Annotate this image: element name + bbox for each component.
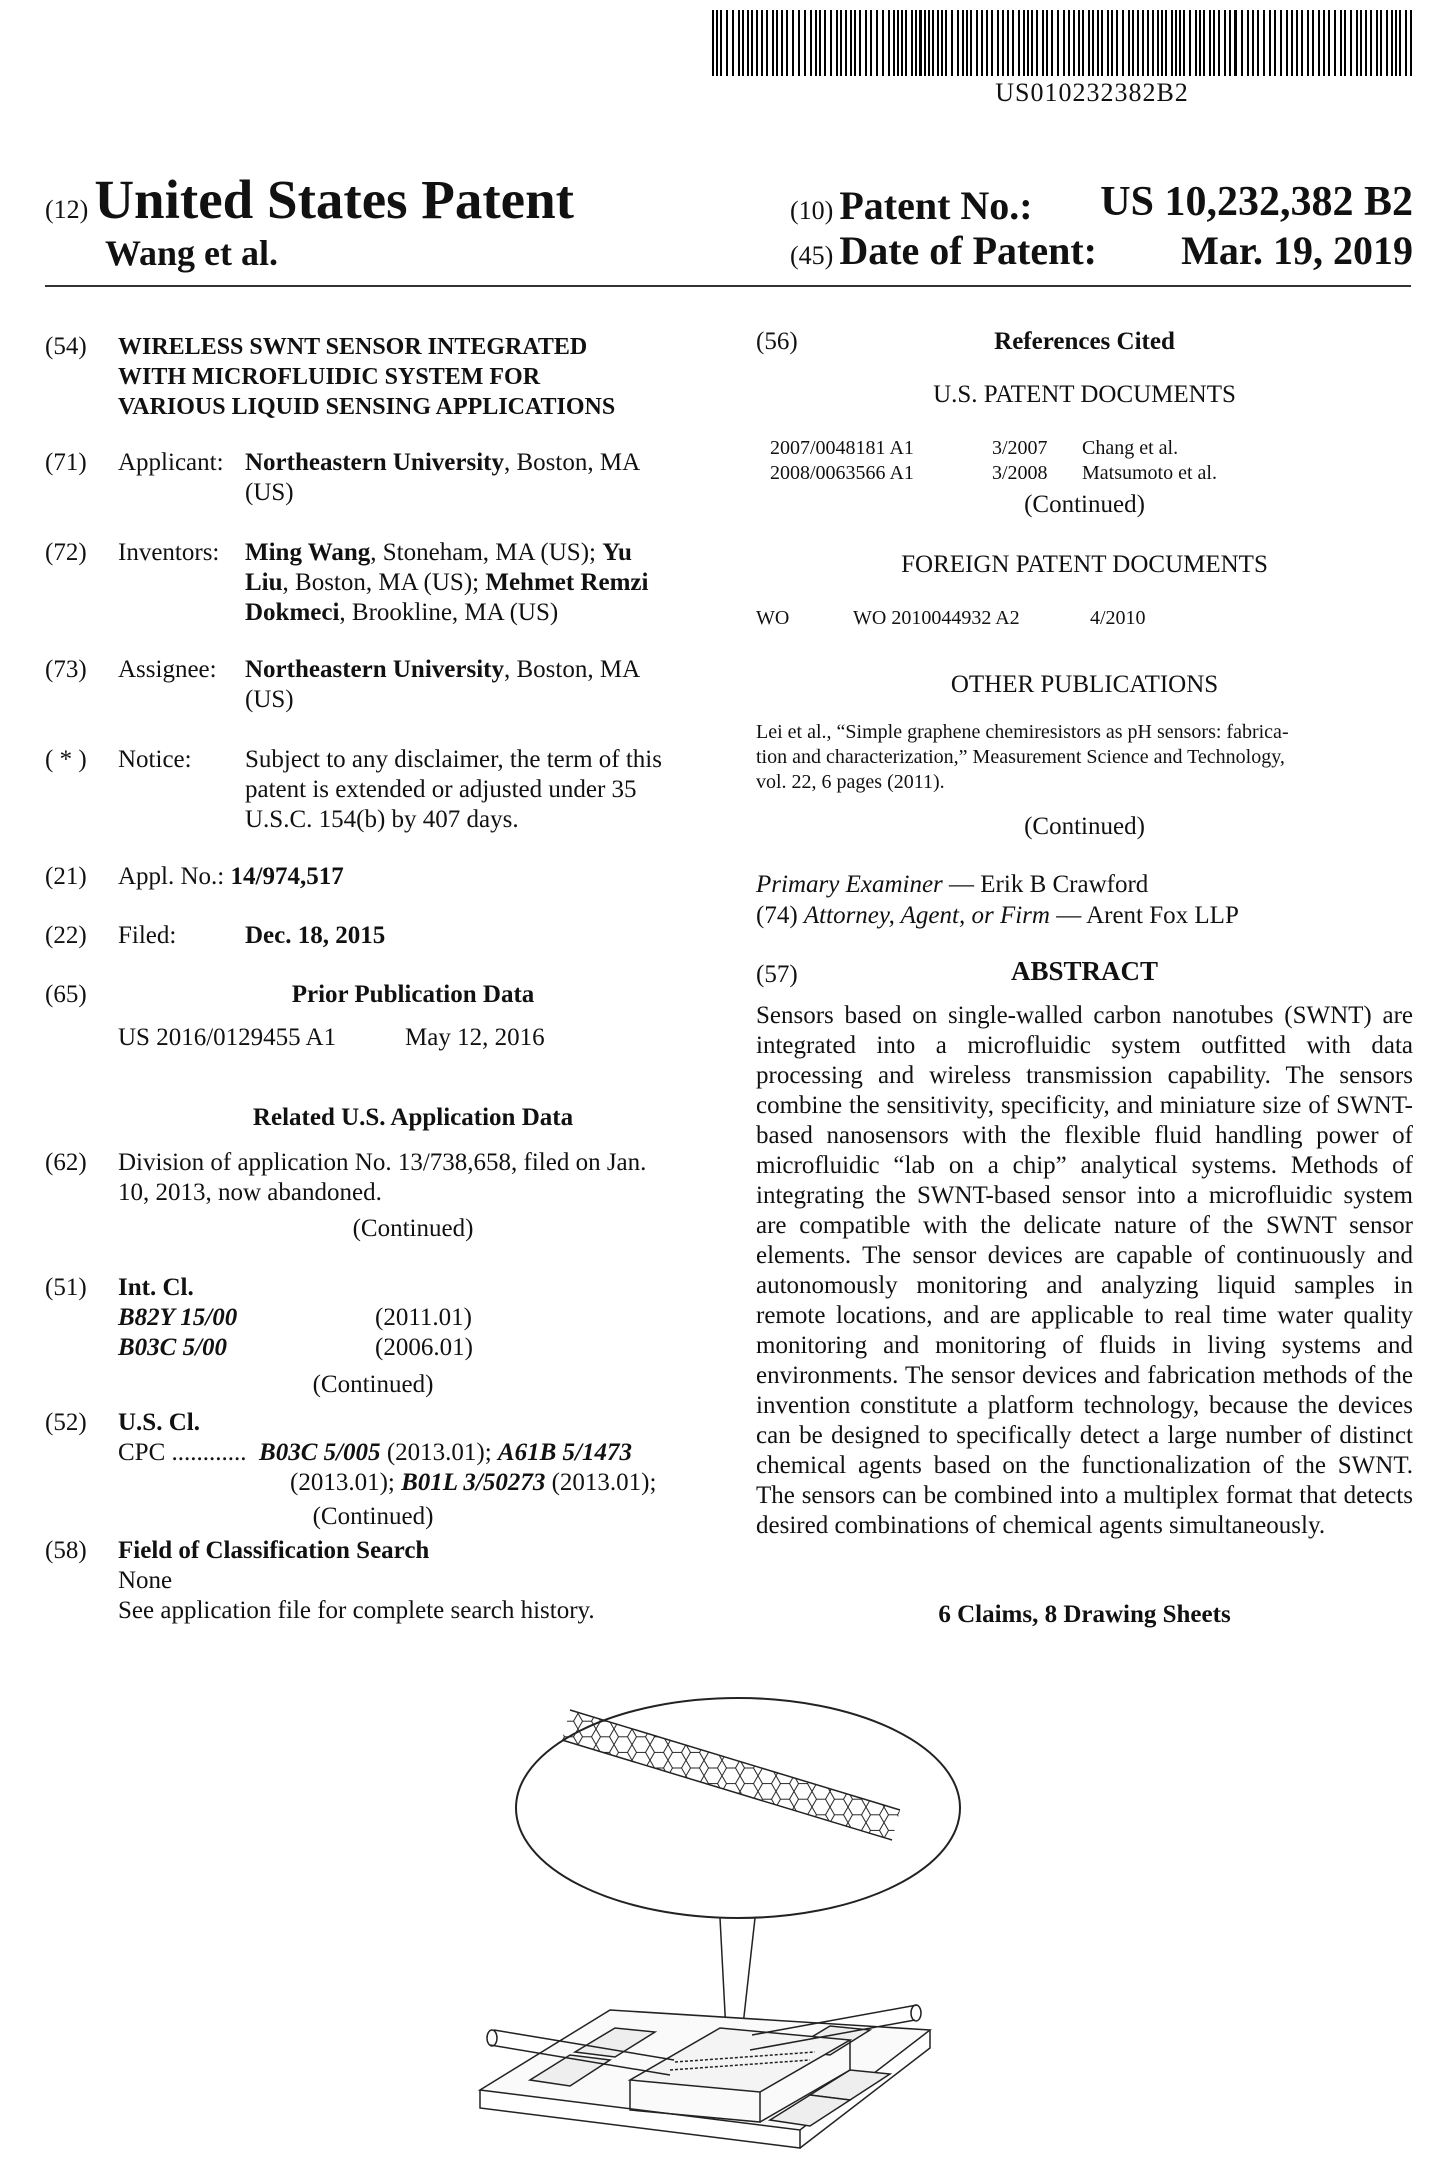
barcode-bar — [1116, 10, 1118, 76]
barcode-bar — [1263, 10, 1265, 76]
barcode-bar — [1312, 10, 1314, 76]
barcode-bar — [888, 10, 890, 76]
barcode-bar — [1063, 10, 1065, 76]
barcode-bar — [924, 10, 926, 76]
barcode-bar — [1073, 10, 1075, 76]
foreign-doc-date: 4/2010 — [1090, 607, 1146, 629]
barcode-bar — [716, 10, 718, 76]
barcode-bar — [1203, 10, 1205, 76]
inventor-name: Liu — [245, 569, 283, 596]
cpc-version: (2013.01); — [551, 1469, 657, 1496]
barcode-bar — [720, 10, 722, 76]
us-documents-table — [770, 436, 1217, 486]
barcode-bar — [1229, 10, 1231, 76]
barcode-bar — [1051, 10, 1053, 76]
foreign-doc-number: WO 2010044932 A2 — [853, 607, 1020, 629]
barcode-bar — [1027, 10, 1029, 76]
other-publications-heading: OTHER PUBLICATIONS — [950, 671, 1219, 698]
inid-code-57: (57) — [756, 961, 798, 988]
barcode-bar — [970, 10, 972, 76]
inid-code-45: (45) — [790, 241, 834, 270]
barcode-bar — [1386, 10, 1388, 76]
date-of-patent: Mar. 19, 2019 — [1181, 228, 1413, 273]
references-heading: References Cited — [994, 328, 1175, 355]
barcode-bar — [798, 10, 800, 76]
doc-number: 2007/0048181 A1 — [770, 437, 914, 459]
field-search-label: Field of Classification Search — [118, 1537, 430, 1564]
barcode-bar — [1252, 10, 1254, 76]
barcode-bar — [1257, 10, 1259, 76]
barcode-bar — [738, 10, 740, 76]
barcode-bar — [1002, 10, 1004, 76]
attorney — [756, 901, 1239, 931]
inid-code-72: (72) — [45, 539, 87, 566]
representative-drawing — [470, 1690, 970, 2160]
cpc-class: B03C 5/005 — [259, 1439, 381, 1466]
cpc-class: B01L 3/50273 — [401, 1469, 546, 1496]
barcode-bar — [1018, 10, 1020, 76]
barcode-bar — [761, 10, 763, 76]
table-row — [770, 461, 1217, 486]
barcode-bar — [712, 10, 714, 76]
barcode-bar — [941, 10, 943, 76]
inventors-short: Wang et al. — [105, 233, 279, 273]
field-search-note: See application file for complete search history. — [118, 1597, 595, 1624]
barcode-bar — [1046, 10, 1048, 76]
date-label-row — [790, 227, 1097, 274]
barcode-bar — [981, 10, 983, 76]
barcode-bar — [1356, 10, 1358, 76]
barcode-bar — [772, 10, 774, 76]
barcode-bar — [1269, 10, 1271, 76]
date-of-patent-label: Date of Patent: — [839, 228, 1098, 273]
related-data-heading: Related U.S. Application Data — [252, 1104, 574, 1131]
barcode-bar — [1399, 10, 1401, 76]
us-cl-continued: (Continued) — [312, 1503, 434, 1530]
barcode-bar — [966, 10, 968, 76]
barcode-bar — [1274, 10, 1276, 76]
barcode-bar — [1195, 10, 1197, 76]
barcode-bar — [1171, 10, 1173, 76]
barcode-bar — [1247, 10, 1249, 76]
barcode-bar — [786, 10, 788, 76]
us-documents-continued: (Continued) — [1024, 491, 1145, 518]
prior-publication-heading: Prior Publication Data — [291, 981, 535, 1008]
barcode-bar — [751, 10, 753, 76]
barcode-bar — [1280, 10, 1282, 76]
int-cl-class: B03C 5/00 — [118, 1334, 228, 1361]
barcode-bar — [1128, 10, 1130, 76]
claims-summary: 6 Claims, 8 Drawing Sheets — [938, 1601, 1231, 1628]
barcode-bar — [1132, 10, 1134, 76]
barcode-bar — [1291, 10, 1293, 76]
barcode-bar — [1057, 10, 1059, 76]
barcode-bar — [1157, 10, 1159, 76]
inid-code-65: (65) — [45, 981, 87, 1008]
foreign-country: WO — [756, 607, 790, 629]
barcode-bar — [1122, 10, 1124, 76]
barcode-bar — [1318, 10, 1320, 76]
barcode-bar — [1082, 10, 1084, 76]
barcode-bar — [1078, 10, 1080, 76]
barcode-bar — [1092, 10, 1094, 76]
barcode-bar — [1137, 10, 1139, 76]
inventor-name: Yu — [602, 539, 632, 566]
barcode-bar — [1088, 10, 1090, 76]
barcode-bar — [1395, 10, 1397, 76]
related-continued: (Continued) — [352, 1215, 474, 1242]
applicant-name: Northeastern University — [245, 449, 504, 476]
filed-label: Filed: — [118, 922, 177, 949]
barcode-bar — [1165, 10, 1167, 76]
barcode-bar — [766, 10, 768, 76]
abstract-text: Sensors based on single-walled carbon nanotubes (SWNT) are integrated into a microfluidic system outfitted with data processing and wireless transmission capability. The sensors combine the sensitivity, specificity, and miniature size of SWNT-based nanosensors with the flexible fluid handling power of microfluidic “lab on a chip” analytical systems. Methods of integrating the SWNT-based sensor into a microfluidic system are compatible with the delicate nature of the SWNT sensor elements. The sensor devices are capable of continuously and autonomously monitoring and analyzing liquid samples in remote locations, and are applicable to real time water quality monitoring and monitoring of fluids in living systems and environments. The sensor devices and fabrication methods of the invention constitute a platform technology, because the devices can be designed to specifically detect a large number of distinct chemical agents based on the functionalization of the SWNT. The sensors can be combined into a multiplex format that detects desired combinations of chemical agents simultaneously. — [756, 1002, 1413, 1539]
inventor-name: Ming Wang — [245, 539, 371, 566]
barcode-bar — [781, 10, 783, 76]
applicant — [245, 448, 705, 508]
patent-number-label-row — [790, 182, 1033, 229]
cpc-dots: ............ — [171, 1439, 247, 1466]
device-chip — [480, 2005, 930, 2148]
barcode-bar — [840, 10, 842, 76]
int-cl-version: (2006.01) — [375, 1334, 473, 1361]
barcode-bar — [897, 10, 899, 76]
inid-code-52: (52) — [45, 1409, 87, 1436]
prior-publication-date: May 12, 2016 — [405, 1024, 545, 1051]
barcode-bar — [957, 10, 959, 76]
applicant-country: (US) — [245, 479, 294, 506]
patent-title — [118, 332, 615, 422]
barcode-bar — [1031, 10, 1033, 76]
publication-line: vol. 22, 6 pages (2011). — [756, 771, 945, 793]
notice-text — [245, 745, 705, 835]
notice-line: patent is extended or adjusted under 35 — [245, 776, 637, 803]
barcode-bar — [819, 10, 821, 76]
barcode — [712, 10, 1414, 76]
barcode-bar — [1360, 10, 1362, 76]
barcode-bar — [1234, 10, 1237, 76]
applicant-location: , Boston, MA — [503, 449, 641, 476]
barcode-bar — [1218, 10, 1220, 76]
barcode-bar — [1175, 10, 1177, 76]
inid-code-10: (10) — [790, 196, 834, 225]
barcode-bar — [776, 10, 778, 76]
inventor-location: , Brookline, MA (US) — [339, 599, 559, 626]
barcode-bar — [976, 10, 978, 76]
barcode-bar — [951, 10, 953, 76]
inid-code-51: (51) — [45, 1274, 87, 1301]
inid-code-22: (22) — [45, 922, 87, 949]
title-line: VARIOUS LIQUID SENSING APPLICATIONS — [118, 394, 616, 420]
abstract-heading: ABSTRACT — [1010, 956, 1159, 986]
barcode-bar — [870, 10, 872, 76]
inid-code-71: (71) — [45, 449, 87, 476]
inid-code-56: (56) — [756, 328, 798, 355]
barcode-bar — [1068, 10, 1070, 76]
application-number-row — [118, 862, 344, 892]
barcode-bar — [1323, 10, 1325, 76]
cpc-version: (2013.01); — [290, 1469, 395, 1496]
barcode-bar — [865, 10, 867, 76]
barcode-bar — [1365, 10, 1367, 76]
barcode-bar — [905, 10, 907, 76]
related-line: 10, 2013, now abandoned. — [118, 1179, 382, 1206]
int-cl-continued: (Continued) — [312, 1371, 434, 1398]
barcode-bar — [836, 10, 838, 76]
inid-code-12: (12) — [45, 195, 89, 224]
patent-number-label: Patent No.: — [839, 183, 1033, 228]
barcode-bar — [1224, 10, 1226, 76]
barcode-bar — [1179, 10, 1181, 76]
inventors — [245, 538, 705, 628]
barcode-bar — [1107, 10, 1109, 76]
notice-code: ( * ) — [45, 746, 87, 773]
barcode-bar — [1042, 10, 1044, 76]
barcode-bar — [1142, 10, 1144, 76]
int-cl-label: Int. Cl. — [118, 1274, 194, 1301]
barcode-bar — [824, 10, 826, 76]
us-patent-documents-heading: U.S. PATENT DOCUMENTS — [933, 381, 1236, 408]
barcode-bar — [1301, 10, 1303, 76]
barcode-bar — [1307, 10, 1309, 76]
barcode-bar — [991, 10, 993, 76]
barcode-bar — [1147, 10, 1149, 76]
barcode-bar — [1241, 10, 1243, 76]
barcode-bar — [1183, 10, 1185, 76]
barcode-bar — [1334, 10, 1336, 76]
us-cl-label: U.S. Cl. — [118, 1409, 200, 1436]
assignee-label: Assignee: — [118, 656, 217, 683]
barcode-bar — [1380, 10, 1382, 76]
assignee-location: , Boston, MA — [503, 656, 641, 683]
barcode-bar — [1296, 10, 1298, 76]
related-line: Division of application No. 13/738,658, filed on Jan. — [118, 1149, 647, 1176]
barcode-bar — [1199, 10, 1201, 76]
assignee — [245, 655, 705, 715]
barcode-bar — [1286, 10, 1288, 76]
inid-code-58: (58) — [45, 1537, 87, 1564]
doc-date: 3/2007 — [992, 437, 1048, 459]
barcode-bar — [854, 10, 856, 76]
barcode-bar — [747, 10, 749, 76]
barcode-bar — [1344, 10, 1346, 76]
barcode-bar — [1161, 10, 1163, 76]
cpc-label: CPC — [118, 1439, 166, 1466]
barcode-bar — [1111, 10, 1113, 76]
document-type: United States Patent — [94, 169, 574, 230]
barcode-bar — [726, 10, 728, 76]
barcode-bar — [932, 10, 934, 76]
barcode-bar — [732, 10, 734, 76]
header-divider — [45, 285, 1411, 287]
inventors-label: Inventors: — [118, 539, 220, 566]
barcode-bar — [1012, 10, 1014, 76]
barcode-bar — [1189, 10, 1191, 76]
primary-examiner-name: — Erik B Crawford — [942, 871, 1149, 898]
inid-code-54: (54) — [45, 333, 87, 360]
barcode-bar — [1391, 10, 1393, 76]
barcode-bar — [1350, 10, 1352, 76]
barcode-bar — [742, 10, 744, 76]
doc-name: Matsumoto et al. — [1082, 462, 1217, 484]
title-line: WIRELESS SWNT SENSOR INTEGRATED — [118, 334, 588, 360]
publication-line: Lei et al., “Simple graphene chemiresistors as pH sensors: fabrica- — [756, 721, 1289, 743]
int-cl-class: B82Y 15/00 — [118, 1304, 238, 1331]
cpc-class: A61B 5/1473 — [497, 1439, 632, 1466]
barcode-bar — [915, 10, 917, 76]
notice-line: U.S.C. 154(b) by 407 days. — [245, 806, 519, 833]
filing-date: Dec. 18, 2015 — [245, 922, 386, 949]
doc-date: 3/2008 — [992, 462, 1048, 484]
barcode-bar — [850, 10, 852, 76]
barcode-bar — [1209, 10, 1211, 76]
nanotube-lattice — [530, 1690, 950, 1890]
barcode-bar — [804, 10, 806, 76]
inid-code-73: (73) — [45, 656, 87, 683]
application-number: 14/974,517 — [230, 863, 344, 890]
barcode-bar — [919, 10, 922, 76]
inventor-name: Mehmet Remzi — [485, 569, 649, 596]
barcode-number: US010232382B2 — [995, 78, 1189, 107]
field-search-none: None — [118, 1567, 173, 1594]
inventor-location: , Stoneham, MA (US); — [370, 539, 596, 566]
barcode-bar — [928, 10, 930, 76]
barcode-bar — [1007, 10, 1009, 76]
barcode-bar — [1340, 10, 1342, 76]
primary-examiner-label: Primary Examiner — [756, 871, 943, 898]
barcode-bar — [1097, 10, 1099, 76]
patent-number: US 10,232,382 B2 — [1100, 179, 1413, 225]
cpc-row — [118, 1438, 632, 1468]
barcode-bar — [893, 10, 895, 76]
title-line: WITH MICROFLUIDIC SYSTEM FOR — [118, 364, 541, 390]
barcode-bar — [845, 10, 847, 76]
other-publications-continued: (Continued) — [1024, 813, 1145, 840]
inventor-location: , Boston, MA (US); — [282, 569, 480, 596]
barcode-bar — [792, 10, 794, 76]
doc-number: 2008/0063566 A1 — [770, 462, 914, 484]
barcode-bar — [901, 10, 903, 76]
barcode-bar — [945, 10, 947, 76]
barcode-bar — [1405, 10, 1407, 76]
related-application — [118, 1148, 713, 1208]
barcode-bar — [859, 10, 861, 76]
barcode-bar — [882, 10, 884, 76]
notice-label: Notice: — [118, 746, 192, 773]
inid-code-21: (21) — [45, 863, 87, 890]
inid-code-74: (74) — [756, 902, 798, 929]
table-row — [770, 436, 1217, 461]
attorney-name: — Arent Fox LLP — [1049, 902, 1239, 929]
cpc-version: (2013.01); — [386, 1439, 492, 1466]
barcode-bar — [1376, 10, 1378, 76]
applicant-label: Applicant: — [118, 449, 224, 476]
barcode-bar — [876, 10, 878, 76]
barcode-bar — [756, 10, 758, 76]
inventor-name: Dokmeci — [245, 599, 340, 626]
notice-line: Subject to any disclaimer, the term of this — [245, 746, 662, 773]
prior-publication-number: US 2016/0129455 A1 — [118, 1024, 337, 1051]
barcode-bar — [911, 10, 913, 76]
barcode-bar — [1152, 10, 1154, 76]
barcode-bar — [1213, 10, 1215, 76]
barcode-bar — [1370, 10, 1372, 76]
int-cl-version: (2011.01) — [375, 1304, 472, 1331]
assignee-country: (US) — [245, 686, 294, 713]
other-publication — [756, 720, 1416, 795]
attorney-label: Attorney, Agent, or Firm — [803, 902, 1050, 929]
barcode-bar — [1023, 10, 1025, 76]
barcode-bar — [810, 10, 812, 76]
barcode-bar — [986, 10, 988, 76]
document-type-heading — [45, 168, 574, 231]
barcode-bar — [1410, 10, 1412, 76]
barcode-bar — [1101, 10, 1103, 76]
publication-line: tion and characterization,” Measurement Science and Technology, — [756, 746, 1285, 768]
barcode-bar — [1036, 10, 1038, 76]
primary-examiner — [756, 870, 1148, 900]
assignee-name: Northeastern University — [245, 656, 504, 683]
cpc-row-2 — [290, 1468, 656, 1498]
barcode-bar — [937, 10, 939, 76]
foreign-patent-documents-heading: FOREIGN PATENT DOCUMENTS — [901, 551, 1268, 578]
inid-code-62: (62) — [45, 1149, 87, 1176]
barcode-bar — [997, 10, 999, 76]
application-number-label: Appl. No.: — [118, 863, 225, 890]
barcode-bar — [962, 10, 964, 76]
doc-name: Chang et al. — [1082, 437, 1179, 459]
barcode-bar — [815, 10, 817, 76]
barcode-bar — [1328, 10, 1330, 76]
barcode-bar — [830, 10, 832, 76]
